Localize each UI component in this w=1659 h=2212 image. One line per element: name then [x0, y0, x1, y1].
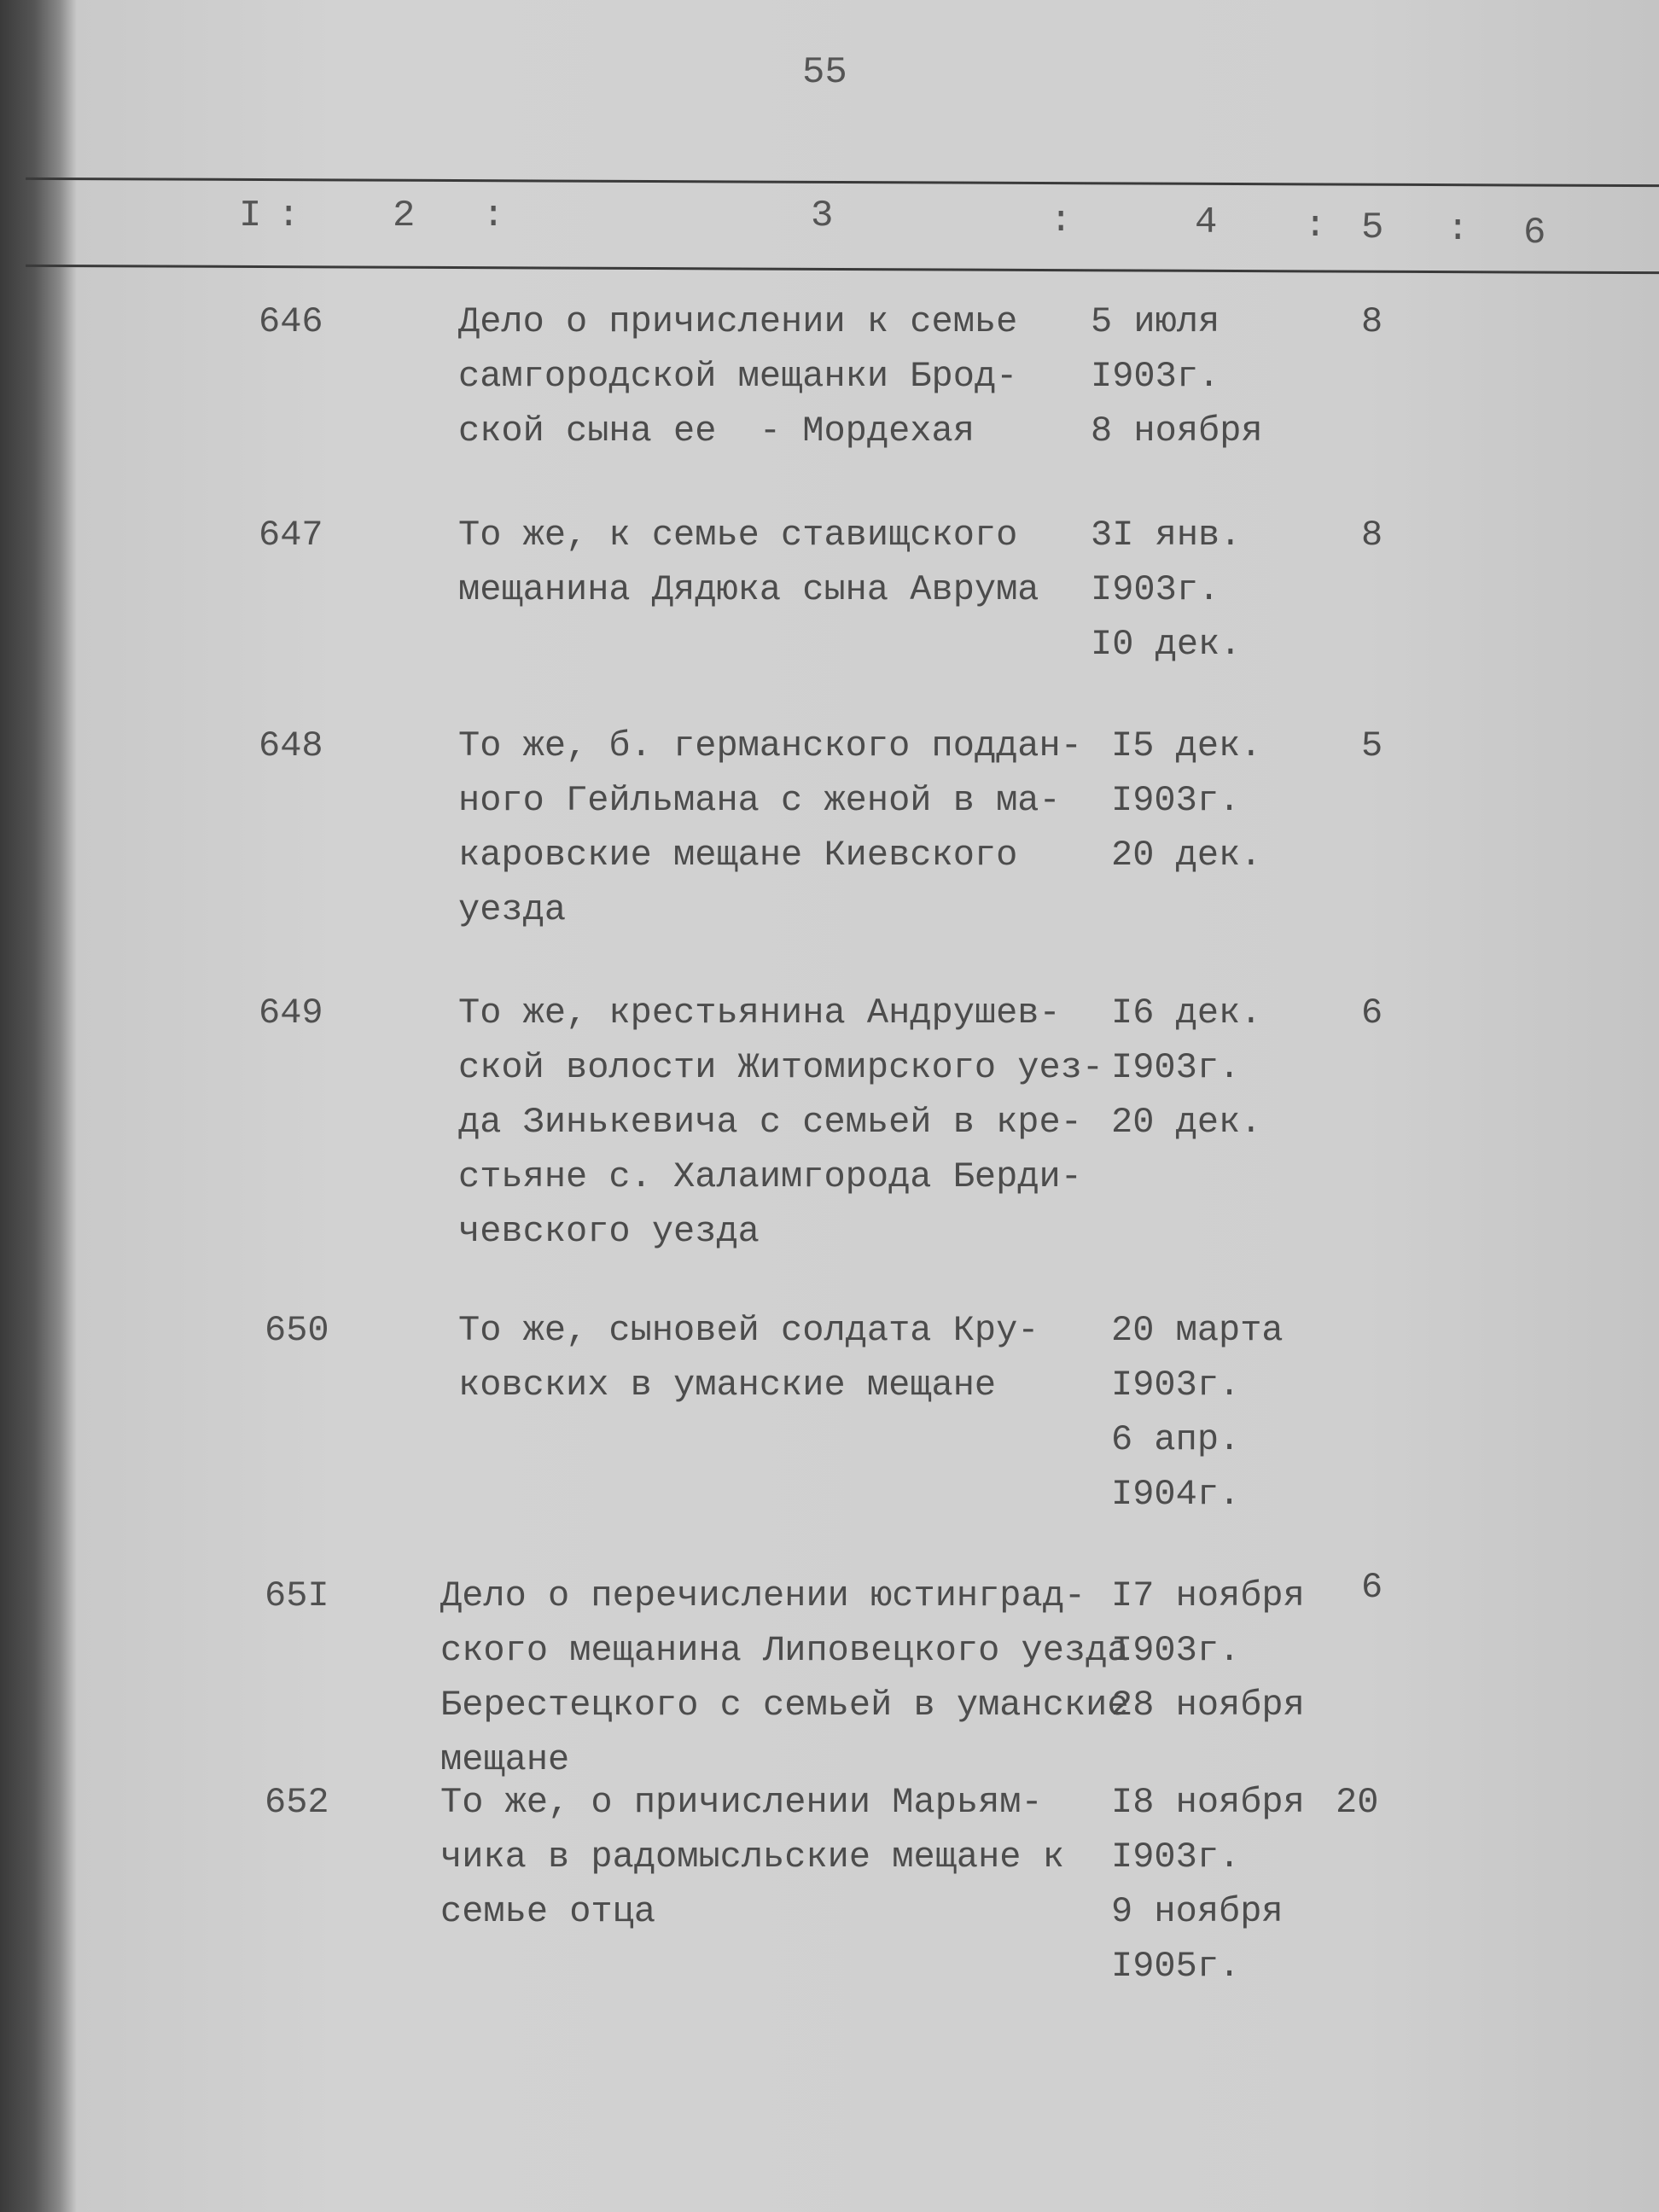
- entry-date-line: I0 дек.: [1091, 624, 1242, 665]
- entry-description-line: стьяне с. Халаимгорода Берди-: [458, 1156, 1082, 1197]
- header-top-rule: [26, 178, 1659, 187]
- entry-date-line: I7 ноября: [1111, 1575, 1305, 1616]
- entry-number: 646: [259, 301, 323, 342]
- entry-date-line: 6 апр.: [1111, 1419, 1241, 1460]
- column-header-5: 5: [1361, 207, 1384, 249]
- entry-date-line: 20 дек.: [1111, 835, 1262, 876]
- entry-sheet-count: 5: [1361, 725, 1383, 766]
- entry-description-line: Дело о причислении к семье: [458, 301, 1018, 342]
- entry-date-line: I905г.: [1111, 1946, 1241, 1987]
- entry-sheet-count: 8: [1361, 515, 1383, 556]
- entry-description-line: чевского уезда: [458, 1211, 760, 1252]
- entry-description-line: самгородской мещанки Брод-: [458, 356, 1018, 397]
- entry-description-line: ковских в уманские мещане: [458, 1365, 997, 1406]
- column-separator: :: [1447, 208, 1470, 251]
- entry-date-line: I903г.: [1111, 1837, 1241, 1877]
- entry-date-line: 20 марта: [1111, 1310, 1284, 1351]
- page-number: 55: [802, 51, 847, 94]
- entry-sheet-count: 8: [1361, 301, 1383, 342]
- column-header-1: I: [239, 195, 262, 237]
- entry-description-line: ского мещанина Липовецкого уезда: [440, 1630, 1129, 1671]
- entry-date-line: 9 ноября: [1111, 1891, 1284, 1932]
- entry-date-line: I903г.: [1111, 1047, 1241, 1088]
- entry-description-line: чика в радомысльские мещане к: [440, 1837, 1064, 1877]
- entry-description-line: ской волости Житомирского уез-: [458, 1047, 1104, 1088]
- entry-description-line: ской сына ее - Мордехая: [458, 410, 975, 451]
- entry-date-line: I903г.: [1111, 1630, 1241, 1671]
- entry-description-line: То же, б. германского поддан-: [458, 725, 1082, 766]
- column-header-4: 4: [1195, 201, 1218, 244]
- column-separator: :: [277, 195, 300, 237]
- entry-sheet-count: 20: [1336, 1782, 1379, 1823]
- entry-date-line: I903г.: [1111, 1365, 1241, 1406]
- column-separator: :: [482, 195, 505, 237]
- entry-description-line: То же, к семье ставищского: [458, 515, 1018, 556]
- entry-description-line: Дело о перечислении юстинград-: [440, 1575, 1086, 1616]
- entry-number: 648: [259, 725, 323, 766]
- entry-description-line: мещане: [440, 1739, 570, 1780]
- entry-number: 65I: [265, 1575, 329, 1616]
- entry-description-line: да Зинькевича с семьей в кре-: [458, 1102, 1082, 1143]
- column-header-3: 3: [811, 195, 834, 237]
- column-header-6: 6: [1523, 212, 1546, 254]
- entry-description-line: ного Гейльмана с женой в ма-: [458, 780, 1061, 821]
- entry-number: 647: [259, 515, 323, 556]
- entry-number: 652: [265, 1782, 329, 1823]
- entry-description-line: уезда: [458, 889, 567, 930]
- entry-date-line: I8 ноября: [1111, 1782, 1305, 1823]
- entry-description-line: каровские мещане Киевского: [458, 835, 1018, 876]
- entry-date-line: I5 дек.: [1111, 725, 1262, 766]
- entry-date-line: I6 дек.: [1111, 992, 1262, 1033]
- column-separator: :: [1304, 205, 1327, 247]
- column-header-2: 2: [393, 195, 416, 237]
- entry-description-line: То же, о причислении Марьям-: [440, 1782, 1043, 1823]
- entry-description-line: семье отца: [440, 1891, 656, 1932]
- entry-date-line: I903г.: [1091, 356, 1220, 397]
- entry-date-line: 3I янв.: [1091, 515, 1242, 556]
- entry-date-line: I903г.: [1111, 780, 1241, 821]
- entry-number: 649: [259, 992, 323, 1033]
- entry-date-line: I904г.: [1111, 1474, 1241, 1515]
- column-separator: :: [1050, 200, 1073, 242]
- entry-number: 650: [265, 1310, 329, 1351]
- header-bottom-rule: [26, 265, 1659, 274]
- entry-date-line: 20 дек.: [1111, 1102, 1262, 1143]
- entry-sheet-count: 6: [1361, 1567, 1383, 1608]
- entry-description-line: То же, сыновей солдата Кру-: [458, 1310, 1039, 1351]
- entry-date-line: I903г.: [1091, 569, 1220, 610]
- entry-description-line: То же, крестьянина Андрушев-: [458, 992, 1061, 1033]
- entry-date-line: 8 ноября: [1091, 410, 1263, 451]
- entry-description-line: Берестецкого с семьей в уманские: [440, 1685, 1129, 1726]
- entry-description-line: мещанина Дядюка сына Аврума: [458, 569, 1039, 610]
- entry-date-line: 5 июля: [1091, 301, 1220, 342]
- entry-sheet-count: 6: [1361, 992, 1383, 1033]
- entry-date-line: 28 ноября: [1111, 1685, 1305, 1726]
